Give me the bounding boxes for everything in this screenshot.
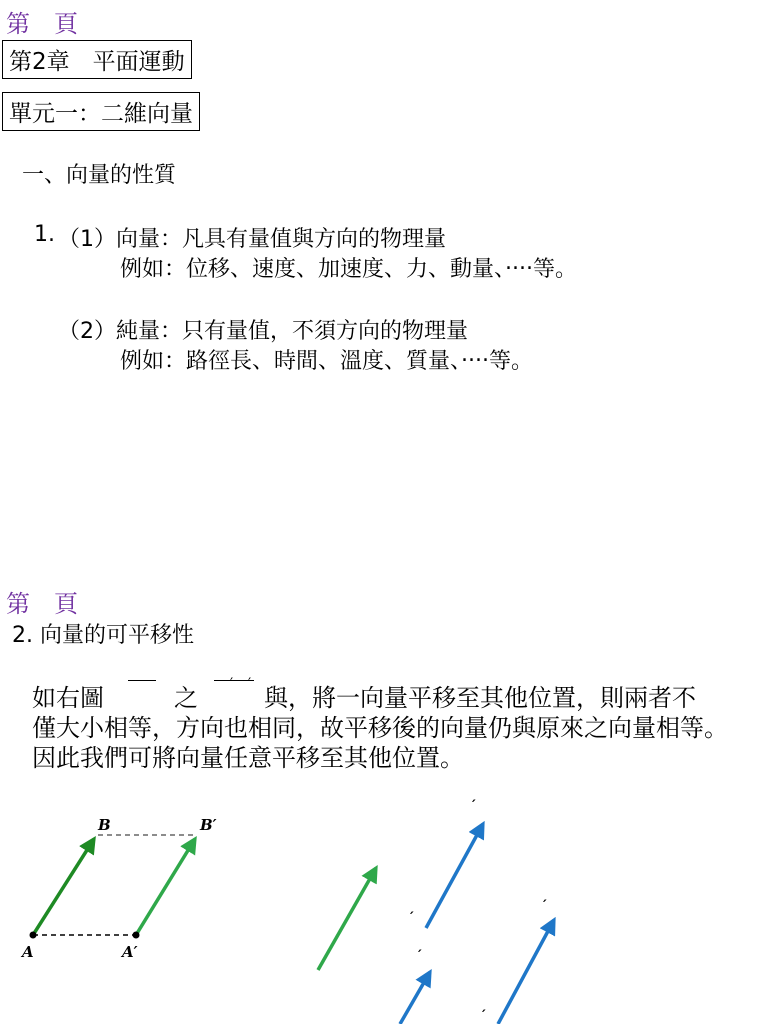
- section-heading: 一、向量的性質: [22, 163, 177, 188]
- blue-vector-arrow-2: [498, 920, 554, 1024]
- point-A: [30, 932, 37, 939]
- vector-AprimeBprime-arrow: [136, 839, 195, 935]
- paragraph-line-1c: 與，將一向量平移至其他位置，則兩者不: [264, 684, 696, 712]
- blue-vector-arrow-1: [426, 824, 483, 928]
- prime-mark: ′: [543, 898, 547, 914]
- prime-mark: ′: [472, 798, 476, 814]
- item-number: 1.: [34, 222, 55, 247]
- scalar-definition: （2）純量：只有量值，不須方向的物理量: [58, 319, 468, 344]
- label-A: A: [22, 943, 34, 961]
- paragraph-line-1a: 如右圖: [32, 684, 104, 712]
- prime-mark: ′: [418, 948, 422, 964]
- paragraph-line-2: 僅大小相等，方向也相同，故平移後的向量仍與原來之向量相等。: [32, 714, 728, 742]
- page-marker-2: 第 頁: [6, 590, 78, 618]
- vector-definition: （1）向量：凡具有量值與方向的物理量: [58, 227, 446, 252]
- prime-mark: ′: [230, 676, 234, 692]
- section-2-title: 2. 向量的可平移性: [12, 623, 194, 648]
- prime-mark: ′: [248, 676, 252, 692]
- vector-AB-arrow: [33, 839, 94, 935]
- green-vector-arrow: [318, 868, 376, 970]
- label-B-prime: B′: [200, 816, 217, 834]
- prime-mark: ′: [482, 1008, 486, 1024]
- paragraph-line-3: 因此我們可將向量任意平移至其他位置。: [32, 744, 464, 772]
- overline-vector-symbol: [128, 680, 156, 681]
- blue-vector-arrow-3: [400, 972, 430, 1024]
- scalar-example: 例如：路徑長、時間、溫度、質量、‧‧‧‧等。: [120, 349, 533, 374]
- chapter-title: 第2章 平面運動: [2, 40, 192, 79]
- point-A-prime: [133, 932, 140, 939]
- prime-mark: ′: [410, 910, 414, 926]
- paragraph-line-1b: 之: [174, 684, 198, 712]
- label-A-prime: A′: [122, 943, 138, 961]
- page-marker-1: 第 頁: [6, 10, 78, 38]
- vector-translation-figure: [0, 790, 768, 1024]
- unit-title: 單元一：二維向量: [2, 92, 200, 131]
- label-B: B: [98, 816, 111, 834]
- vector-example: 例如：位移、速度、加速度、力、動量、‧‧‧‧等。: [120, 257, 577, 282]
